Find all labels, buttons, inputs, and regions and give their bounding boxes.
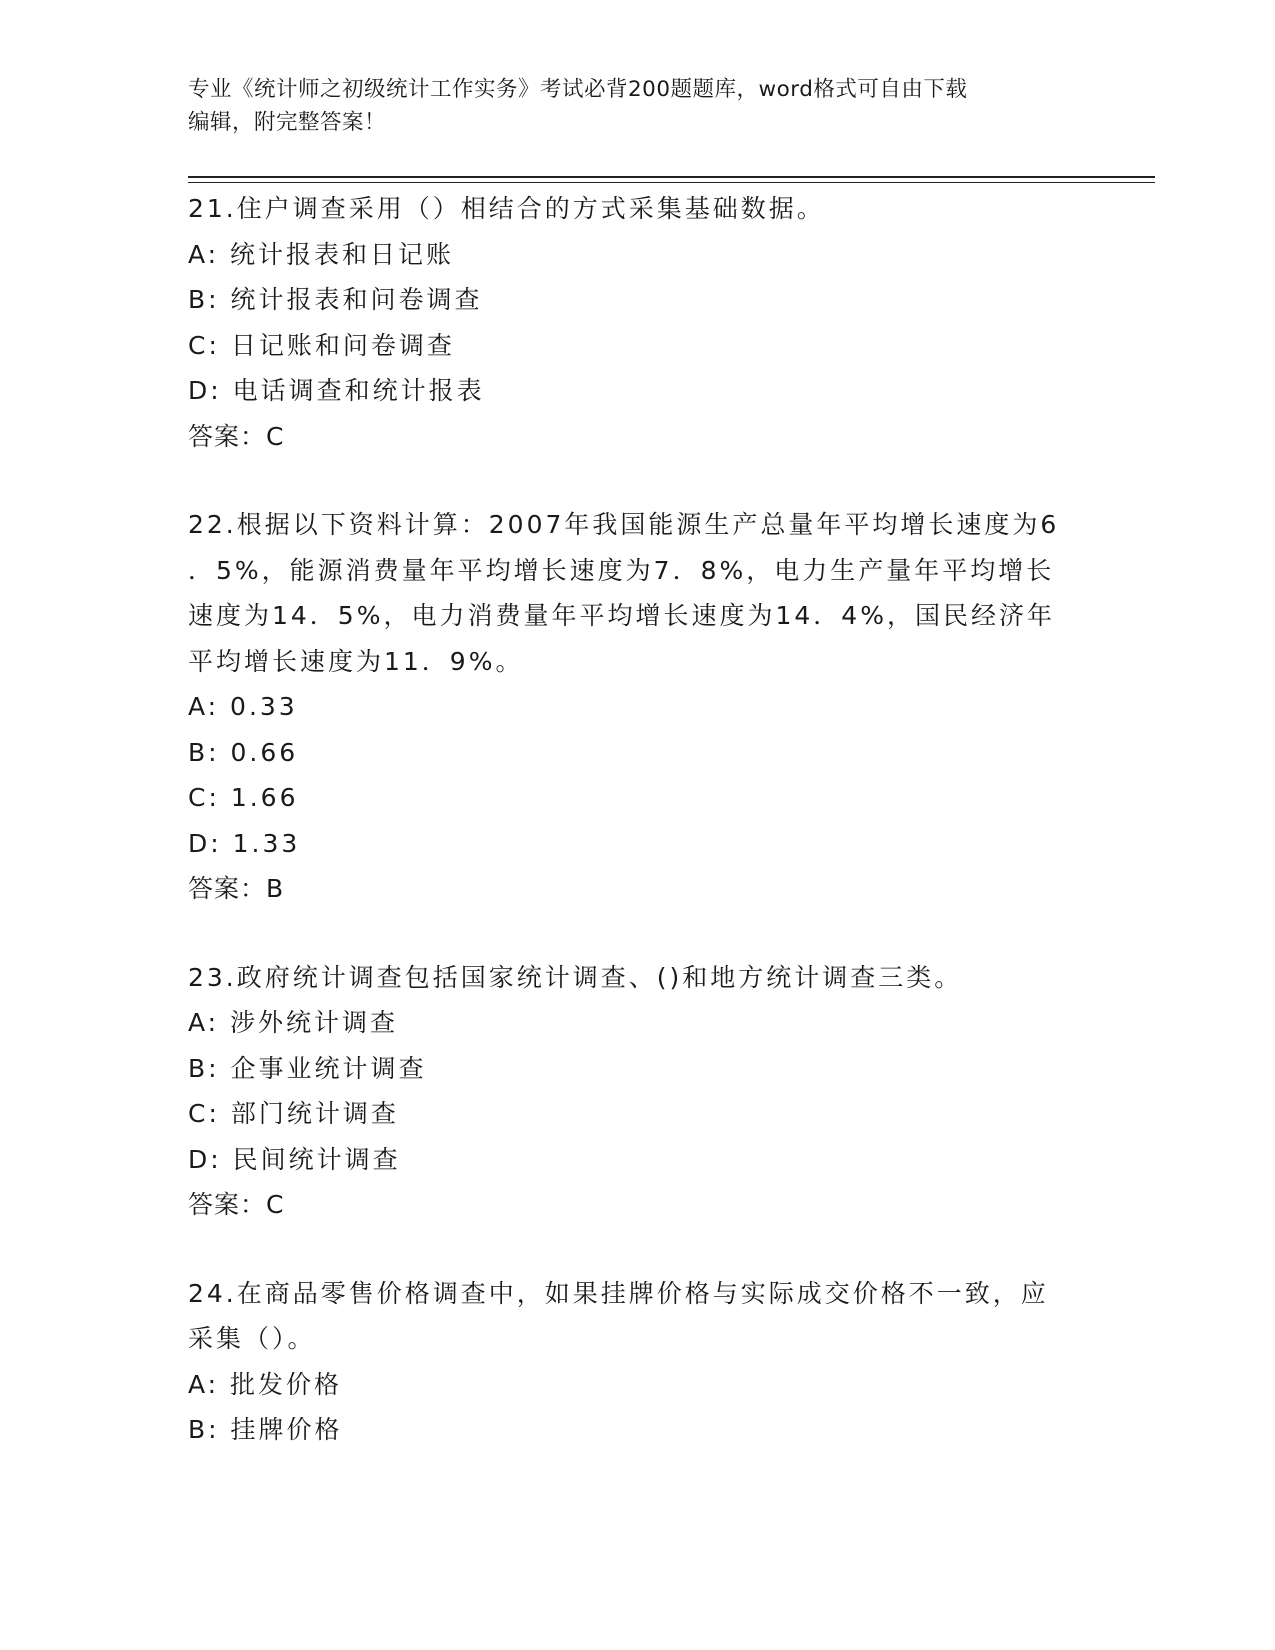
question-text: 速度为14．5%，电力消费量年平均增长速度为14．4%，国民经济年 bbox=[188, 601, 1055, 630]
question-block bbox=[188, 186, 1088, 459]
question-list bbox=[188, 186, 1088, 1453]
spacer bbox=[188, 1228, 1088, 1271]
option-b: B: 统计报表和问卷调查 bbox=[188, 285, 483, 314]
question-block bbox=[188, 1271, 1088, 1453]
option-d: D: 1.33 bbox=[188, 828, 301, 858]
question-block bbox=[188, 955, 1088, 1228]
option-b: B: 企事业统计调查 bbox=[188, 1053, 427, 1083]
spacer bbox=[188, 459, 1088, 502]
header-line: 编辑，附完整答案！ bbox=[188, 110, 387, 135]
question-text: 采集（）。 bbox=[188, 1324, 316, 1353]
option-a: A: 涉外统计调查 bbox=[188, 1008, 399, 1037]
option-a: A: 0.33 bbox=[188, 692, 298, 721]
question-block bbox=[188, 502, 1088, 912]
option-b: B: 挂牌价格 bbox=[188, 1415, 343, 1444]
question-text: ．5%，能源消费量年平均增长速度为7．8%，电力生产量年平均增长 bbox=[188, 555, 1055, 585]
header-line: 专业《统计师之初级统计工作实务》考试必背200题题库，word格式可自由下载 bbox=[188, 77, 968, 102]
question-text: 23.政府统计调查包括国家统计调查、()和地方统计调查三类。 bbox=[188, 962, 963, 992]
question-text: 平均增长速度为11．9%。 bbox=[188, 646, 524, 676]
option-c: C: 部门统计调查 bbox=[188, 1099, 399, 1128]
question-text: 22.根据以下资料计算：2007年我国能源生产总量年平均增长速度为6 bbox=[188, 510, 1060, 539]
answer-text: 答案：C bbox=[188, 1190, 285, 1219]
question-text: 21.住户调查采用（）相结合的方式采集基础数据。 bbox=[188, 194, 825, 223]
question-text: 24.在商品零售价格调查中，如果挂牌价格与实际成交价格不一致，应 bbox=[188, 1278, 1049, 1308]
option-d: D: 电话调查和统计报表 bbox=[188, 376, 485, 405]
header-rule-thick bbox=[188, 176, 1155, 178]
header-rule-thin bbox=[188, 182, 1155, 183]
answer-text: 答案：C bbox=[188, 421, 285, 451]
option-c: C: 1.66 bbox=[188, 783, 299, 812]
spacer bbox=[188, 912, 1088, 955]
option-b: B: 0.66 bbox=[188, 737, 299, 767]
option-c: C: 日记账和问卷调查 bbox=[188, 330, 455, 360]
answer-text: 答案：B bbox=[188, 874, 285, 903]
option-a: A: 批发价格 bbox=[188, 1369, 343, 1399]
document-header bbox=[188, 73, 1088, 139]
option-a: A: 统计报表和日记账 bbox=[188, 239, 455, 269]
option-d: D: 民间统计调查 bbox=[188, 1144, 401, 1174]
